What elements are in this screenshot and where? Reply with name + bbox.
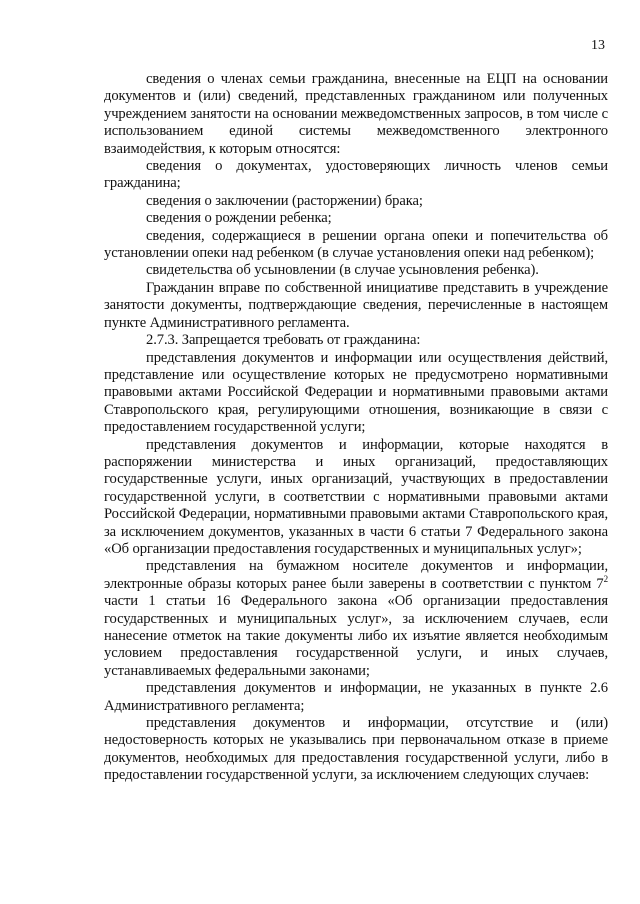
- paragraph: свидетельства об усыновлении (в случае усыновления ребенка).: [146, 262, 539, 279]
- paragraph: представления документов и информации или осуществления действий, представление или осуществление которых не предусмотрено нормативными правовыми актами Российской Федерации и нормативными правовыми актами Ставропольского края, регулирующими отношения, возникающие в связи с предоставлением государственной услуги;: [104, 349, 608, 436]
- paragraph-text-after: части 1 статьи 16 Федерального закона «Об организации предоставления государственных и муниципальных услуг», за исключением случаев, если нанесение отметок на такие документы либо их изъятие является необходимым условием предоставления государственной услуги, и иных случаев, устанавливаемых федеральными законами;: [104, 593, 608, 679]
- paragraph: представления документов и информации, не указанных в пункте 2.6 Административного регламента;: [104, 680, 608, 714]
- paragraph: представления документов и информации, отсутствие и (или) недостоверность которых не указывались при первоначальном отказе в приеме документов, необходимых для предоставления государственной услуги, либо в предоставлении государственной услуги, за исключением следующих случаев:: [104, 715, 608, 784]
- superscript: 2: [603, 573, 608, 584]
- paragraph-text-before: представления на бумажном носителе документов и информации, электронные образы которых ранее были заверены в соответствии с пунктом 7: [104, 558, 608, 592]
- paragraph: представления документов и информации, которые находятся в распоряжении министерства и иных организаций, предоставляющих государственные услуги, иных организаций, участвующих в предоставлении государственной услуги, в соответствии с нормативными правовыми актами Российской Федерации, нормативными правовыми актами Ставропольского края, за исключением документов, указанных в части 6 статьи 7 Федерального закона «Об организации предоставления государственных и муниципальных услуг»;: [104, 436, 608, 557]
- paragraph: сведения о рождении ребенка;: [146, 210, 332, 227]
- paragraph: сведения о документах, удостоверяющих личность членов семьи гражданина;: [104, 158, 608, 192]
- section-heading: 2.7.3. Запрещается требовать от гражданина:: [146, 332, 421, 349]
- paragraph: сведения, содержащиеся в решении органа опеки и попечительства об установлении опеки над ребенком (в случае установления опеки над ребенком);: [104, 227, 608, 262]
- paragraph: Гражданин вправе по собственной инициативе представить в учреждение занятости документы, подтверждающие сведения, перечисленные в настоящем пункте Административного регламента.: [104, 279, 608, 331]
- page-number: 13: [591, 38, 605, 53]
- paragraph-with-superscript: [104, 558, 608, 680]
- paragraph: сведения о членах семьи гражданина, внесенные на ЕЦП на основании документов и (или) сведений, представленных гражданином или полученных учреждением занятости на основании межведомственных запросов, в том числе с использованием единой системы межведомственного электронного взаимодействия, к которым относятся:: [104, 71, 608, 157]
- document-body: [104, 71, 608, 785]
- paragraph: сведения о заключении (расторжении) брака;: [146, 192, 423, 209]
